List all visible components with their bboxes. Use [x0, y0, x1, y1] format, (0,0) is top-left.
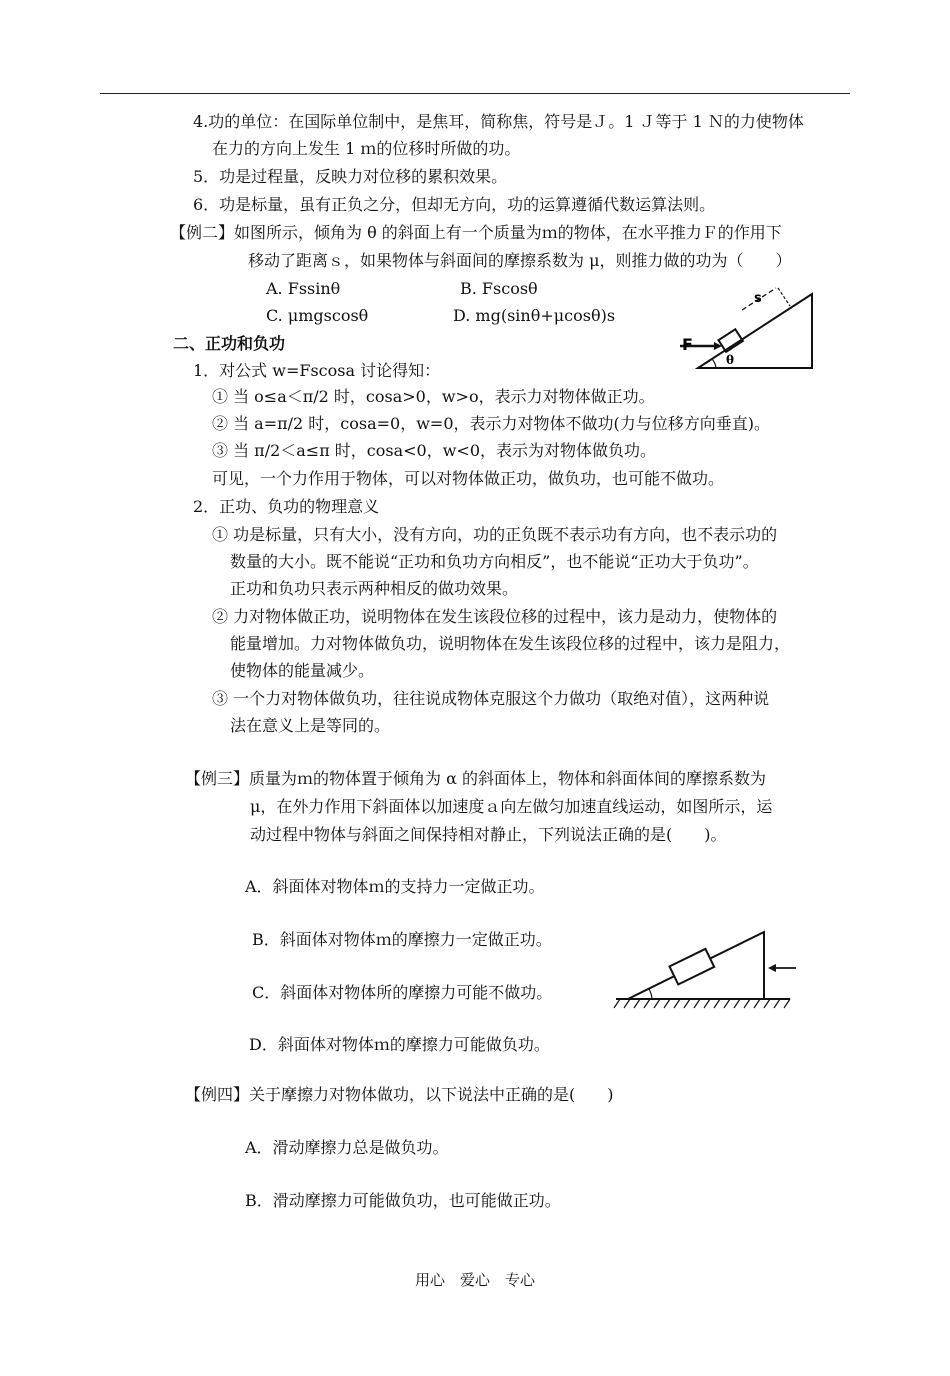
alpha-angle-arc — [649, 989, 652, 999]
p1-item3: ③ 当 π/2＜a≤π 时，cosa<0，w<0，表示为对物体做负功。 — [212, 441, 657, 460]
incline-block-figure — [610, 928, 800, 1016]
incline-push-figure — [678, 276, 828, 372]
example2-option-c: C. μmgscosθ — [266, 306, 369, 325]
example4-option-a: A．滑动摩擦力总是做负功。 — [245, 1138, 449, 1157]
p2-line7: ③ 一个力对物体做负功，往往说成物体克服这个力做功（取绝对值），这两种说 — [212, 689, 770, 708]
p2-line3: 正功和负功只表示两种相反的做功效果。 — [230, 579, 519, 598]
example2-option-b: B. Fscosθ — [460, 279, 538, 298]
example2-line1: 【例二】如图所示，倾角为 θ 的斜面上有一个质量为ｍ的物体，在水平推力Ｆ的作用下 — [170, 223, 782, 242]
section-two-heading: 二、正功和负功 — [173, 334, 286, 353]
example3-option-c: C．斜面体对物体所的摩擦力可能不做功。 — [252, 983, 553, 1002]
example3-line3: 动过程中物体与斜面之间保持相对静止，下列说法正确的是( )。 — [250, 825, 727, 844]
p2-line1: ① 功是标量，只有大小，没有方向，功的正负既不表示功有方向，也不表示功的 — [212, 525, 778, 544]
example2-option-d: D. mg(sinθ+μcosθ)s — [453, 306, 616, 325]
push-arrow-head — [768, 964, 776, 972]
p2-line8: 法在意义上是等同的。 — [230, 716, 391, 735]
example2-option-a: A. Fssinθ — [266, 279, 341, 298]
example3-option-a: A．斜面体对物体ｍ的支持力一定做正功。 — [245, 877, 545, 896]
p1-conclusion: 可见，一个力作用于物体，可以对物体做正功，做负功，也可能不做功。 — [212, 469, 725, 488]
p2-title: 2．正功、负功的物理意义 — [193, 497, 380, 516]
p2-line5: 能量增加。力对物体做负功，说明物体在发生该段位移的过程中，该力是阻力， — [230, 634, 791, 653]
example4-option-b: B．滑动摩擦力可能做负功，也可能做正功。 — [245, 1191, 561, 1210]
example3-option-d: D．斜面体对物体ｍ的摩擦力可能做负功。 — [249, 1035, 550, 1054]
p2-line4: ② 力对物体做正功，说明物体在发生该段位移的过程中，该力是动力，使物体的 — [212, 607, 778, 626]
item4-line1: 4.功的单位：在国际单位制中，是焦耳，简称焦，符号是Ｊ。1 Ｊ等于 1 Ｎ的力使物体 — [193, 112, 804, 131]
distance-label: s — [754, 291, 762, 306]
item5: 5．功是过程量，反映力对位移的累积效果。 — [193, 167, 508, 186]
p2-line2: 数量的大小。既不能说“正功和负功方向相反”，也不能说“正功大于负功”。 — [230, 552, 759, 571]
angle-label: θ — [726, 353, 735, 367]
item4-line2: 在力的方向上发生 1 ｍ的位移时所做的功。 — [212, 139, 521, 158]
example4-line1: 【例四】关于摩擦力对物体做功，以下说法中正确的是( ) — [185, 1085, 614, 1104]
p2-line6: 使物体的能量减少。 — [230, 661, 375, 680]
force-label: F — [682, 335, 693, 354]
block-mass-m — [669, 949, 714, 985]
angle-arc — [712, 359, 716, 368]
page-footer: 用心 爱心 专心 — [414, 1271, 535, 1289]
item6: 6．功是标量，虽有正负之分，但却无方向，功的运算遵循代数运算法则。 — [193, 195, 716, 214]
example2-line2: 移动了距离ｓ，如果物体与斜面间的摩擦系数为 μ，则推力做的功为（ ） — [248, 251, 792, 270]
example3-option-b: B．斜面体对物体ｍ的摩擦力一定做正功。 — [252, 930, 552, 949]
header-rule — [100, 93, 850, 94]
p1-item1: ① 当 o≤a＜π/2 时，cosa>0，w>o，表示力对物体做正功。 — [212, 387, 655, 406]
example3-line2: μ，在外力作用下斜面体以加速度ａ向左做匀加速直线运动，如图所示，运 — [250, 797, 773, 816]
ground-hatching — [614, 999, 790, 1008]
example3-line1: 【例三】质量为ｍ的物体置于倾角为 α 的斜面体上，物体和斜面体间的摩擦系数为 — [185, 769, 766, 788]
p1-item2: ② 当 a=π/2 时，cosa=0，w=0，表示力对物体不做功(力与位移方向垂直)。 — [212, 414, 770, 433]
p1-title: 1．对公式 w=Fscosa 讨论得知： — [193, 361, 441, 380]
